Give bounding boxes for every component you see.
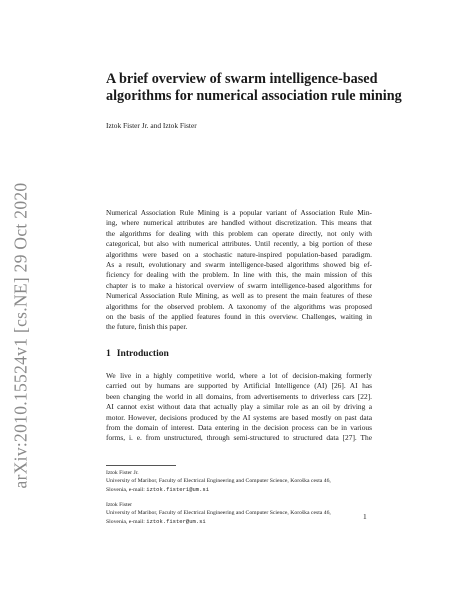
- footnote-email: iztok.fister1@um.si: [146, 485, 209, 493]
- abstract: [106, 208, 372, 333]
- author-footnote: [106, 502, 386, 527]
- page-number: 1: [363, 512, 367, 521]
- body-line: forms, i. e. from unstructured, through semi-structured to structured data [27]. The: [106, 433, 372, 443]
- section-title: Introduction: [116, 348, 169, 359]
- abstract-line: chapter is to make a historical overview of swarm intelligence-based algorithms for: [106, 280, 372, 290]
- footnote-affiliation: University of Maribor, Faculty of Electrical Engineering and Computer Science, Koroška cesta 46,: [106, 509, 331, 516]
- abstract-line: algorithms were based on a stochastic nature-inspired population-based paradigm.: [106, 249, 372, 259]
- abstract-line: the algorithms for dealing with this problem can operate directly, not only with: [106, 228, 372, 238]
- body-line: motor. However, decisions produced by the AI systems are based mostly on past data: [106, 412, 372, 422]
- body-line: We live in a highly competitive world, where a lot of decision-making formerly: [106, 371, 372, 380]
- abstract-line: ficiency for dealing with the problem. In line with this, the main mission of this: [106, 270, 372, 280]
- paper-authors: Iztok Fister Jr. and Iztok Fister: [106, 121, 197, 130]
- paper-title: [106, 71, 402, 104]
- abstract-line: on the basis of the applied features found in this overview. Challenges, waiting in: [106, 312, 372, 322]
- abstract-line: Numerical Association Rule Mining is a popular variant of Association Rule Min-: [106, 208, 372, 217]
- footnote-email: iztok.fister@um.si: [146, 517, 206, 525]
- paper-title-line: A brief overview of swarm intelligence-based: [106, 71, 378, 87]
- footnote-affiliation: University of Maribor, Faculty of Electrical Engineering and Computer Science, Koroška cesta 46,: [106, 477, 331, 484]
- body-line: AI cannot exist without data that actually play a similar role as an oil by driving a: [106, 402, 372, 412]
- abstract-line: As a result, evolutionary and swarm intelligence-based algorithms showed big ef-: [106, 260, 372, 270]
- section-number: 1: [106, 348, 111, 359]
- introduction-body: [106, 371, 372, 444]
- footnote-email-line: [106, 518, 386, 527]
- arxiv-identifier-stamp: [7, 170, 35, 500]
- abstract-line: algorithms for the observed problem. A taxonomy of the algorithms was proposed: [106, 301, 372, 311]
- abstract-line: categorical, but also with numerical attributes. Until recently, a big portion of these: [106, 239, 372, 249]
- body-line: been changing the world in all domains, from advertisements to driverless cars [22].: [106, 391, 372, 401]
- footnote-email-line: [106, 486, 386, 495]
- author-footnote: [106, 470, 386, 495]
- paper-title-line: algorithms for numerical association rule mining: [106, 87, 402, 104]
- abstract-line: Numerical Association Rule Mining, as well as to present the main features of these: [106, 291, 372, 301]
- arxiv-identifier-text: arXiv:2010.15524v1 [cs.NE] 29 Oct 2020: [10, 182, 31, 488]
- abstract-line: ing, where numerical attributes are handled without discretization. This means that: [106, 218, 372, 228]
- abstract-line: the future, finish this paper.: [106, 322, 188, 332]
- body-line: carried out by humans are supported by Artificial Intelligence (AI) [26]. AI has: [106, 381, 372, 391]
- footnote-author-name: Iztok Fister: [106, 502, 133, 508]
- footnote-divider: [106, 465, 176, 466]
- footnote-author-name: Iztok Fister Jr.: [106, 470, 139, 476]
- footnote-email-prefix: Slovenia, e-mail:: [106, 518, 147, 525]
- body-line: from the domain of interest. Data entering in the decision process can be in various: [106, 423, 372, 433]
- section-heading: [106, 348, 169, 359]
- footnote-email-prefix: Slovenia, e-mail:: [106, 486, 147, 493]
